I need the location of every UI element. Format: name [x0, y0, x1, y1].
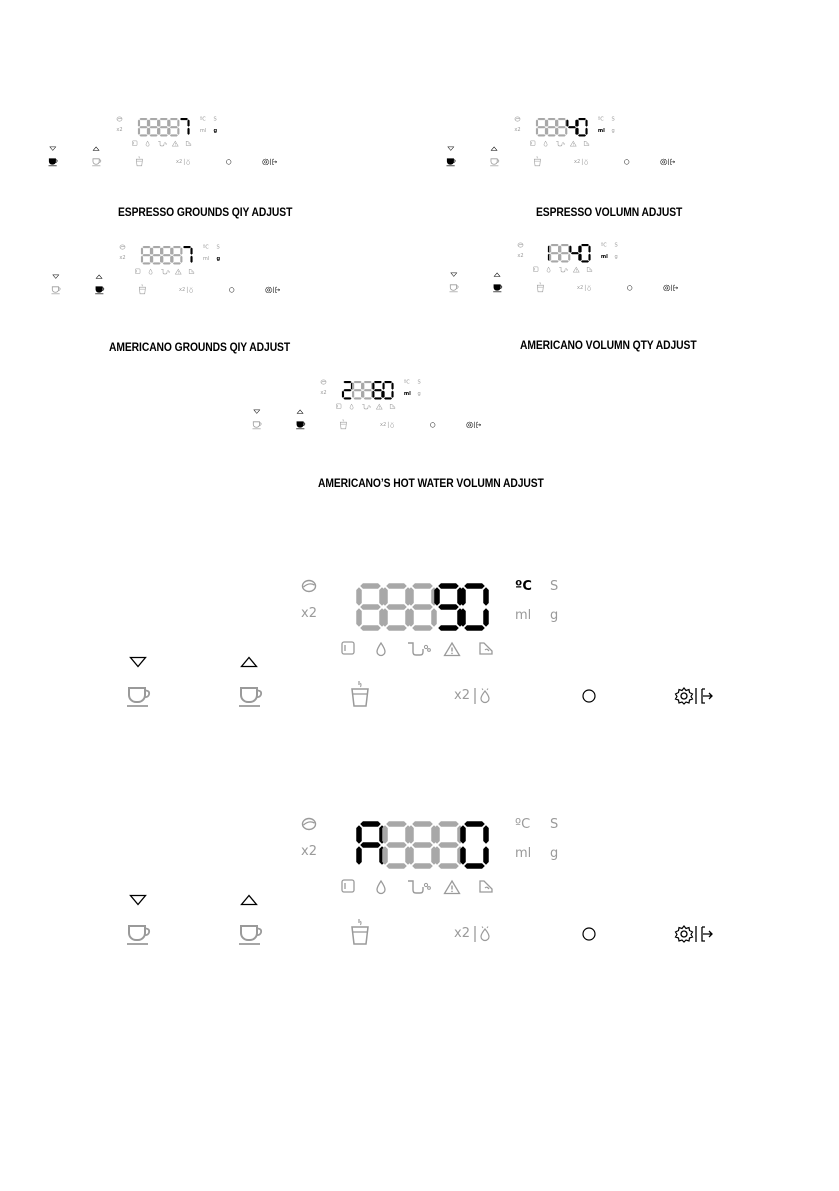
digit-2	[382, 821, 411, 869]
digit-segment	[438, 821, 459, 827]
digit-segment	[158, 119, 160, 126]
digit-segment	[578, 118, 586, 120]
digit-segment	[434, 587, 440, 606]
digit-segment	[374, 389, 382, 391]
unit-seconds: S	[213, 116, 217, 123]
unit-ml: ml	[199, 127, 207, 134]
digit-segment	[160, 126, 168, 128]
digit-segment	[460, 587, 466, 606]
digit-segment	[158, 128, 160, 135]
digit-segment	[438, 583, 459, 589]
digit-segment	[537, 118, 545, 120]
panel-espresso-volume	[443, 112, 615, 165]
unit-grams: g	[611, 127, 615, 134]
digit-5	[579, 244, 590, 263]
digit-segment	[412, 604, 433, 610]
digit-segment	[141, 256, 143, 263]
x2-button-label: x2	[380, 421, 387, 428]
digit-segment	[551, 252, 559, 254]
digit-segment	[142, 262, 150, 264]
digit-segment	[150, 134, 158, 136]
digit-segment	[183, 246, 191, 248]
digit-segment	[464, 821, 485, 827]
digit-segment	[391, 382, 393, 389]
digit-segment	[536, 128, 538, 135]
digit-segment	[171, 256, 173, 263]
digit-segment	[561, 260, 569, 262]
digit-segment	[382, 846, 388, 865]
digit-3	[161, 246, 172, 265]
digit-segment	[579, 254, 581, 261]
unit-seconds: S	[550, 579, 559, 594]
unit-ml: ml	[515, 608, 532, 623]
digit-segment	[170, 118, 178, 120]
digit-segment	[190, 256, 192, 263]
digit-segment	[546, 128, 548, 135]
digit-segment	[576, 128, 578, 135]
digit-segment	[386, 583, 407, 589]
x2-button-label: x2	[176, 158, 183, 165]
digit-4	[372, 381, 383, 400]
caption-americano-volume: AMERICANO VOLUMN QTY ADJUST	[520, 338, 697, 352]
digit-segment	[408, 846, 414, 865]
digit-segment	[548, 134, 556, 136]
digit-segment	[142, 246, 150, 248]
digit-segment	[362, 382, 364, 389]
digit-segment	[588, 245, 590, 252]
digit-segment	[384, 397, 392, 399]
digit-segment	[190, 247, 192, 254]
digit-segment	[408, 587, 414, 606]
digit-4	[171, 246, 182, 265]
digit-segment	[386, 625, 407, 631]
digit-5	[460, 821, 489, 869]
digit-segment	[360, 604, 381, 610]
digit-segment	[384, 381, 392, 383]
unit-seconds: S	[611, 116, 615, 123]
digit-segment	[138, 128, 140, 135]
x2-indicator: x2	[301, 606, 317, 621]
digit-segment	[180, 118, 188, 120]
digit-segment	[408, 825, 414, 844]
unit-celsius: ºC	[403, 379, 410, 386]
digit-segment	[568, 254, 570, 261]
digit-segment	[342, 391, 344, 398]
digit-3	[362, 381, 373, 400]
digit-segment	[581, 244, 589, 246]
digit-2	[549, 244, 560, 263]
digit-segment	[559, 245, 561, 252]
digit-segment	[360, 821, 381, 827]
digit-segment	[153, 246, 161, 248]
digit-segment	[354, 381, 362, 383]
caption-espresso-volume: ESPRESSO VOLUMN ADJUST	[536, 205, 683, 219]
digit-3	[559, 244, 570, 263]
x2-indicator: x2	[301, 844, 317, 859]
digit-segment	[581, 260, 589, 262]
digit-segment	[343, 389, 351, 391]
digit-segment	[364, 389, 372, 391]
unit-celsius: ºC	[199, 116, 206, 123]
digit-segment	[460, 608, 466, 627]
digit-segment	[374, 397, 382, 399]
digit-segment	[438, 842, 459, 848]
digit-segment	[412, 842, 433, 848]
unit-grams: g	[614, 253, 618, 260]
digit-segment	[460, 846, 466, 865]
unit-ml: ml	[515, 846, 532, 861]
digit-3	[556, 118, 567, 137]
digit-segment	[141, 247, 143, 254]
digit-3	[408, 821, 437, 869]
unit-ml: ml	[403, 390, 411, 397]
digit-segment	[360, 842, 381, 848]
digit-segment	[561, 252, 569, 254]
digit-segment	[173, 246, 181, 248]
digit-segment	[142, 254, 150, 256]
digit-4	[434, 583, 463, 631]
digit-segment	[438, 604, 459, 610]
unit-grams: g	[550, 846, 559, 861]
digit-segment	[386, 842, 407, 848]
unit-seconds: S	[550, 817, 559, 832]
digit-segment	[576, 119, 578, 126]
digit-segment	[356, 825, 362, 844]
digit-segment	[537, 134, 545, 136]
panel-espresso-grounds	[45, 112, 218, 165]
digit-segment	[150, 126, 158, 128]
unit-celsius: ºC	[597, 116, 604, 123]
digit-2	[352, 381, 363, 400]
digit-segment	[150, 118, 158, 120]
digit-segment	[382, 587, 388, 606]
unit-celsius: ºC	[515, 579, 532, 594]
digit-segment	[536, 119, 538, 126]
digit-segment	[551, 260, 559, 262]
digit-segment	[177, 119, 179, 126]
digit-segment	[438, 625, 459, 631]
caption-americano-grounds: AMERICANO GROUNDS QIY ADJUST	[109, 340, 291, 354]
unit-grams: g	[550, 608, 559, 623]
digit-segment	[464, 625, 485, 631]
digit-segment	[163, 246, 171, 248]
digit-5	[382, 381, 393, 400]
digit-segment	[408, 608, 414, 627]
digit-segment	[434, 825, 440, 844]
digit-segment	[360, 625, 381, 631]
digit-segment	[139, 118, 147, 120]
unit-grams: g	[213, 127, 218, 134]
digit-1	[342, 381, 353, 400]
digit-4	[168, 118, 179, 137]
digit-segment	[364, 381, 372, 383]
digit-1	[356, 583, 385, 631]
digit-segment	[343, 381, 351, 383]
digit-segment	[161, 256, 163, 263]
x2-button-label: x2	[179, 286, 186, 293]
digit-segment	[438, 863, 459, 869]
x2-button-label: x2	[574, 158, 581, 165]
digit-segment	[559, 254, 561, 261]
digit-1	[138, 118, 149, 137]
digit-segment	[464, 863, 485, 869]
digit-segment	[483, 608, 489, 627]
digit-segment	[548, 118, 556, 120]
digit-segment	[548, 126, 556, 128]
digit-segment	[483, 846, 489, 865]
digit-segment	[537, 126, 545, 128]
digit-segment	[556, 128, 558, 135]
seven-segment-display	[48, 240, 204, 263]
digit-segment	[386, 821, 407, 827]
digit-3	[158, 118, 169, 137]
digit-segment	[412, 821, 433, 827]
digit-segment	[588, 254, 590, 261]
digit-segment	[168, 119, 170, 126]
digit-segment	[161, 247, 163, 254]
digit-2	[546, 118, 557, 137]
digit-segment	[160, 134, 168, 136]
digit-segment	[187, 128, 189, 135]
digit-segment	[431, 608, 437, 627]
x2-indicator: x2	[514, 126, 521, 133]
digit-segment	[151, 256, 153, 263]
seven-segment-display	[249, 375, 405, 398]
digit-segment	[551, 244, 559, 246]
x2-button-label: x2	[454, 688, 470, 703]
digit-4	[566, 119, 577, 134]
digit-segment	[412, 625, 433, 631]
digit-segment	[386, 604, 407, 610]
digit-5	[576, 118, 587, 137]
digit-segment	[372, 391, 374, 398]
panel-americano-hot-water	[249, 375, 421, 428]
digit-2	[148, 118, 159, 137]
x2-indicator: x2	[116, 126, 123, 133]
unit-seconds: S	[614, 242, 618, 249]
digit-segment	[356, 608, 362, 627]
digit-segment	[374, 381, 382, 383]
digit-segment	[173, 262, 181, 264]
digit-segment	[412, 863, 433, 869]
digit-1	[536, 118, 547, 137]
digit-segment	[171, 247, 173, 254]
digit-segment	[585, 128, 587, 135]
digit-5	[180, 118, 190, 135]
digit-segment	[391, 391, 393, 398]
digit-segment	[180, 256, 182, 263]
digit-segment	[558, 118, 566, 120]
digit-segment	[343, 397, 351, 399]
x2-button-label: x2	[577, 284, 584, 291]
digit-segment	[168, 128, 170, 135]
digit-segment	[549, 245, 551, 252]
unit-ml: ml	[600, 253, 608, 260]
digit-segment	[356, 587, 362, 606]
digit-segment	[148, 119, 150, 126]
digit-segment	[354, 397, 362, 399]
digit-segment	[546, 119, 548, 126]
unit-celsius: ºC	[600, 242, 607, 249]
seven-segment-display	[118, 568, 518, 628]
x2-indicator: x2	[119, 254, 126, 261]
digit-segment	[558, 126, 566, 128]
panel-americano-grounds	[48, 240, 221, 293]
unit-seconds: S	[417, 379, 421, 386]
digit-4	[569, 245, 580, 260]
digit-segment	[354, 389, 362, 391]
digit-1	[356, 821, 385, 865]
digit-segment	[483, 825, 489, 844]
seven-segment-display	[446, 238, 602, 261]
digit-segment	[153, 262, 161, 264]
digit-segment	[460, 825, 466, 844]
digit-segment	[163, 254, 171, 256]
digit-segment	[364, 397, 372, 399]
digit-segment	[170, 126, 178, 128]
caption-espresso-grounds: ESPRESSO GROUNDS QIY ADJUST	[118, 205, 293, 219]
digit-5	[460, 583, 489, 631]
seven-segment-display	[45, 112, 201, 135]
digit-segment	[558, 134, 566, 136]
caption-americano-hot-water: AMERICANO’S HOT WATER VOLUMN ADJUST	[318, 476, 544, 490]
unit-seconds: S	[216, 244, 220, 251]
digit-segment	[139, 134, 147, 136]
digit-segment	[356, 846, 362, 865]
panel-temperature	[118, 568, 559, 703]
digit-segment	[434, 846, 440, 865]
digit-segment	[148, 128, 150, 135]
digit-segment	[382, 391, 384, 398]
digit-4	[434, 821, 463, 869]
digit-segment	[151, 247, 153, 254]
digit-segment	[362, 391, 364, 398]
digit-segment	[138, 119, 140, 126]
digit-segment	[556, 119, 558, 126]
seven-segment-display	[443, 112, 599, 135]
digit-segment	[170, 134, 178, 136]
digit-segment	[382, 608, 388, 627]
digit-2	[151, 246, 162, 265]
x2-indicator: x2	[517, 252, 524, 259]
digit-segment	[352, 391, 354, 398]
digit-segment	[386, 863, 407, 869]
digit-segment	[187, 119, 189, 126]
digit-segment	[579, 245, 581, 252]
digit-segment	[163, 262, 171, 264]
digit-segment	[382, 382, 384, 389]
unit-celsius: ºC	[515, 817, 531, 832]
digit-segment	[569, 245, 571, 252]
unit-celsius: ºC	[202, 244, 209, 251]
x2-indicator: x2	[320, 389, 327, 396]
digit-segment	[561, 244, 569, 246]
digit-segment	[568, 126, 576, 128]
digit-segment	[153, 254, 161, 256]
unit-ml: ml	[597, 127, 605, 134]
digit-5	[183, 246, 193, 263]
digit-segment	[382, 825, 388, 844]
digit-segment	[578, 134, 586, 136]
digit-segment	[177, 128, 179, 135]
digit-segment	[180, 247, 182, 254]
digit-segment	[173, 254, 181, 256]
x2-button-label: x2	[454, 926, 470, 941]
unit-grams: g	[417, 390, 421, 397]
digit-segment	[483, 587, 489, 606]
digit-segment	[566, 119, 568, 126]
digit-segment	[372, 382, 374, 389]
digit-segment	[571, 252, 579, 254]
unit-ml: ml	[202, 255, 210, 262]
digit-segment	[412, 583, 433, 589]
digit-segment	[139, 126, 147, 128]
digit-segment	[565, 128, 567, 135]
digit-segment	[352, 382, 354, 389]
unit-grams: g	[216, 255, 221, 262]
digit-segment	[585, 119, 587, 126]
seven-segment-display	[118, 806, 518, 866]
digit-2	[382, 583, 411, 631]
panel-a-display	[118, 806, 559, 941]
digit-segment	[464, 583, 485, 589]
digit-3	[408, 583, 437, 631]
digit-segment	[360, 583, 381, 589]
panel-americano-volume	[446, 238, 618, 291]
digit-segment	[160, 118, 168, 120]
digit-segment	[549, 254, 551, 261]
digit-1	[141, 246, 152, 265]
